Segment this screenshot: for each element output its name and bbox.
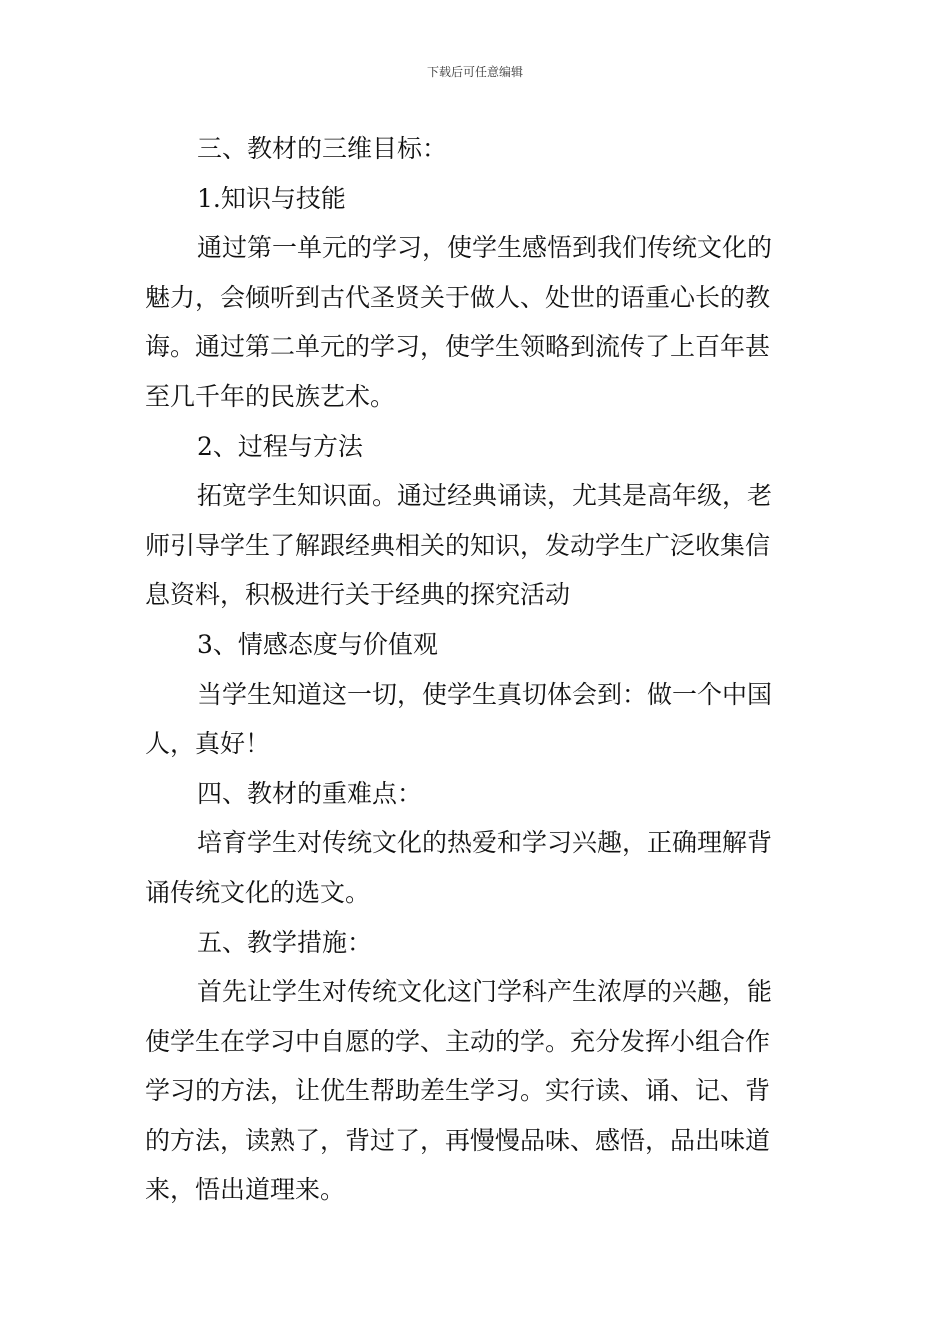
- subheading-emotion-values: 3、情感态度与价值观: [197, 629, 438, 659]
- paragraph-line: 魅力，会倾听到古代圣贤关于做人、处世的语重心长的教: [145, 282, 771, 312]
- subheading-process-methods: 2、过程与方法: [197, 431, 363, 461]
- paragraph-line: 的方法，读熟了，背过了，再慢慢品味、感悟，品出味道: [145, 1125, 771, 1155]
- section-heading-objectives: 三、教材的三维目标：: [197, 134, 448, 163]
- document-body: [145, 124, 810, 1215]
- paragraph-line: 培育学生对传统文化的热爱和学习兴趣，正确理解背: [197, 828, 773, 858]
- section-heading-key-points: 四、教材的重难点：: [197, 778, 423, 808]
- paragraph-line: 至几千年的民族艺术。: [145, 381, 396, 411]
- paragraph-line: 使学生在学习中自愿的学、主动的学。充分发挥小组合作: [145, 1026, 771, 1056]
- paragraph-line: 师引导学生了解跟经典相关的知识，发动学生广泛收集信: [145, 530, 771, 560]
- section-heading-measures: 五、教学措施：: [197, 927, 373, 957]
- paragraph-line: 人，真好！: [145, 729, 271, 759]
- paragraph-line: 首先让学生对传统文化这门学科产生浓厚的兴趣，能: [197, 977, 773, 1007]
- paragraph-line: 拓宽学生知识面。通过经典诵读，尤其是高年级，老: [197, 481, 773, 511]
- subheading-knowledge-skills: 1.知识与技能: [197, 183, 346, 213]
- paragraph-line: 当学生知道这一切，使学生真切体会到：做一个中国: [197, 679, 773, 709]
- paragraph-line: 来，悟出道理来。: [145, 1175, 346, 1205]
- paragraph-line: 学习的方法，让优生帮助差生学习。实行读、诵、记、背: [145, 1076, 771, 1106]
- paragraph-line: 息资料，积极进行关于经典的探究活动: [145, 580, 571, 610]
- page-header: 下载后可任意编辑: [426, 65, 523, 79]
- paragraph-line: 诲。通过第二单元的学习，使学生领略到流传了上百年甚: [145, 332, 771, 362]
- paragraph-line: 通过第一单元的学习，使学生感悟到我们传统文化的: [197, 233, 773, 263]
- paragraph-line: 诵传统文化的选文。: [145, 877, 371, 907]
